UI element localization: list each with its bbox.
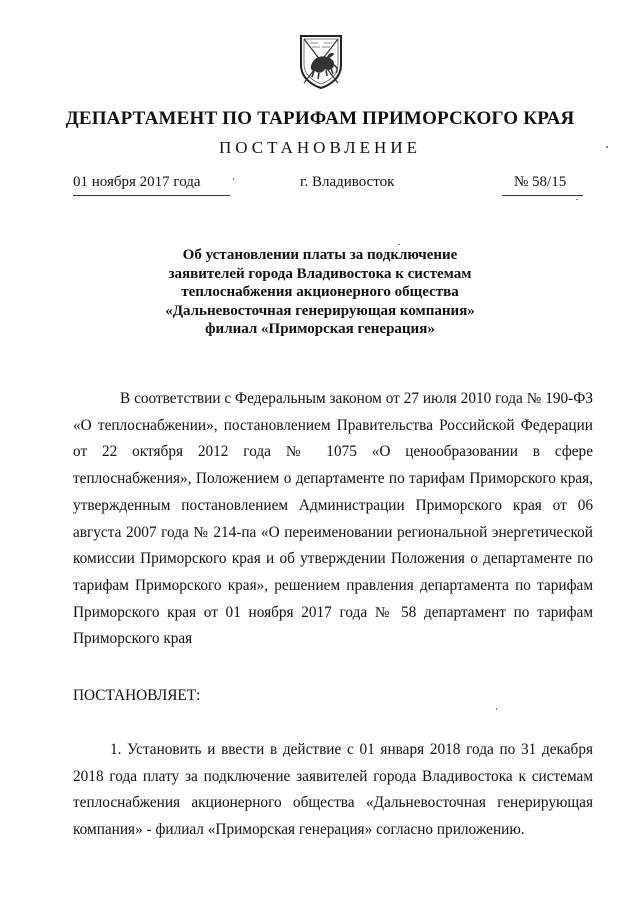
subject-line: Об установлении платы за подключение [182, 247, 458, 263]
document-city: г. Владивосток [300, 174, 395, 190]
subject-line: филиал «Приморская генерация» [205, 321, 435, 338]
document-subject [110, 246, 530, 339]
scan-speck [606, 146, 608, 148]
preamble-paragraph [73, 386, 593, 653]
document-type: ПОСТАНОВЛЕНИЕ [218, 138, 421, 157]
coat-of-arms-icon [298, 33, 344, 89]
scan-speck [233, 178, 234, 180]
department-title: ДЕПАРТАМЕНТ ПО ТАРИФАМ ПРИМОРСКОГО КРАЯ [65, 108, 575, 129]
subject-line: заявителей города Владивостока к системам [168, 265, 472, 282]
subject-line: «Дальневосточная генерирующая компания» [165, 302, 475, 319]
subject-line: теплоснабжения акционерного общества [181, 284, 459, 301]
scan-speck [398, 244, 400, 245]
scan-speck [576, 199, 578, 200]
decree-heading: ПОСТАНОВЛЯЕТ: [73, 687, 201, 704]
number-underline [502, 195, 583, 196]
scan-speck [496, 708, 497, 710]
date-underline [73, 195, 230, 196]
document-date: 01 ноября 2017 года [73, 174, 201, 190]
decree-item-1 [73, 737, 593, 844]
document-number: № 58/15 [514, 174, 567, 190]
preamble-text: В соответствии с Федеральным законом от 27 июля 2010 года № 190-ФЗ «О теплоснабжении», постановлением Правительства Российской Федерации от 22 октября 2012 года № 1075 «О ценообразовании в сфере теплоснабжения», Положением о департаменте по тарифам Приморского края, утвержденным постановлением Администрации Приморского края от 06 августа 2007 года № 214-па «О переименовании региональной энергетической комиссии Приморского края и об утверждении Положения о департаменте по тарифам Приморского края», решением правления департамента по тарифам Приморского края от 01 ноября 2017 года № 58 департамент по тарифам Приморского края [73, 390, 593, 648]
decree-item-1-text: 1. Установить и ввести в действие с 01 января 2018 года по 31 декабря 2018 года плату за подключение заявителей города Владивостока к системам теплоснабжения акционерного общества «Дальневосточная генерирующая компания» - филиал «Приморская генерация» согласно приложению. [73, 741, 593, 839]
